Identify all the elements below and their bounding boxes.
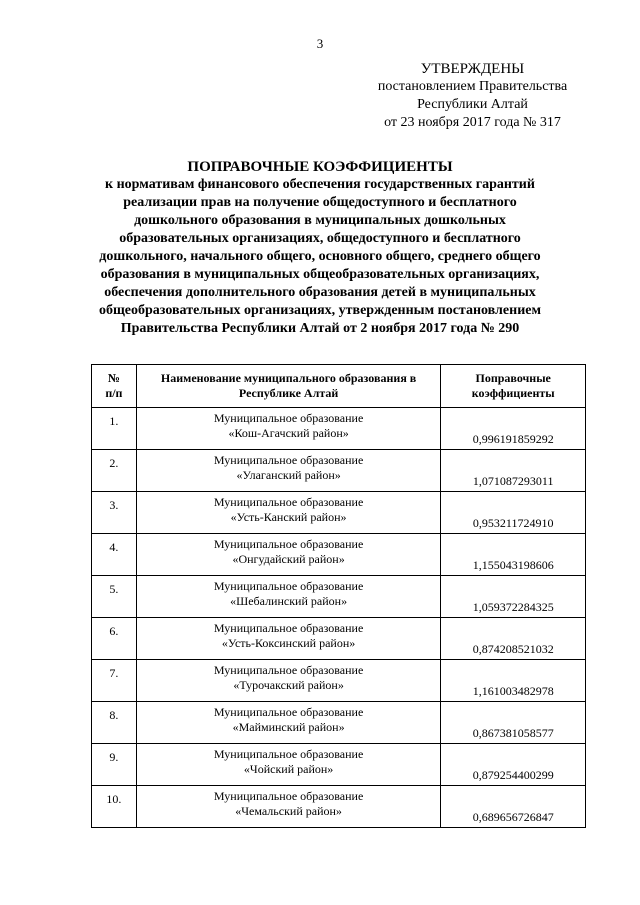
header-name-line-1: Наименование муниципального образования в <box>160 371 417 385</box>
row-name <box>136 702 441 744</box>
title-line: к нормативам финансового обеспечения государственных гарантий <box>105 177 535 192</box>
row-number: 9. <box>92 744 137 786</box>
row-name-line-2: «Кош-Агачский район» <box>228 426 349 440</box>
row-number: 3. <box>92 492 137 534</box>
header-number-line-2: п/п <box>105 386 123 400</box>
approval-heading: УТВЕРЖДЕНЫ <box>420 61 525 77</box>
row-name-line-2: «Онгудайский район» <box>232 552 345 566</box>
row-name-line-1: Муниципальное образование <box>213 453 364 467</box>
row-coefficient: 1,071087293011 <box>441 450 586 492</box>
row-name <box>136 660 441 702</box>
row-coefficient: 0,867381058577 <box>441 702 586 744</box>
table-row <box>92 534 586 576</box>
row-name-line-1: Муниципальное образование <box>213 789 364 803</box>
row-number: 10. <box>92 786 137 828</box>
row-name-line-2: «Улаганский район» <box>236 468 341 482</box>
table-row <box>92 660 586 702</box>
row-name-line-1: Муниципальное образование <box>213 663 364 677</box>
approval-line-2: Республики Алтай <box>417 97 528 112</box>
approval-stamp <box>360 60 585 132</box>
row-coefficient: 0,879254400299 <box>441 744 586 786</box>
row-number: 7. <box>92 660 137 702</box>
header-value-line-1: Поправочные <box>475 371 551 385</box>
row-coefficient: 1,059372284325 <box>441 576 586 618</box>
approval-line-1: постановлением Правительства <box>377 79 568 94</box>
title-line: образования в муниципальных общеобразовательных организациях, <box>100 267 540 282</box>
title-heading: ПОПРАВОЧНЫЕ КОЭФФИЦИЕНТЫ <box>187 159 453 175</box>
row-number: 8. <box>92 702 137 744</box>
row-coefficient: 1,155043198606 <box>441 534 586 576</box>
title-line: дошкольного образования в муниципальных дошкольных <box>134 213 506 228</box>
row-coefficient: 0,874208521032 <box>441 618 586 660</box>
row-name-line-1: Муниципальное образование <box>213 411 364 425</box>
title-line: образовательных организациях, общедоступного и бесплатного <box>119 231 521 246</box>
row-coefficient: 0,953211724910 <box>441 492 586 534</box>
row-name-line-1: Муниципальное образование <box>213 579 364 593</box>
row-name-line-1: Муниципальное образование <box>213 705 364 719</box>
table-header-row <box>92 365 586 408</box>
row-name <box>136 744 441 786</box>
row-coefficient: 0,996191859292 <box>441 408 586 450</box>
row-name <box>136 576 441 618</box>
header-number <box>92 365 137 408</box>
row-coefficient: 1,161003482978 <box>441 660 586 702</box>
row-name <box>136 534 441 576</box>
table-row <box>92 744 586 786</box>
page-number: 3 <box>316 36 324 51</box>
row-name-line-2: «Шебалинский район» <box>230 594 348 608</box>
table-row <box>92 576 586 618</box>
table-row <box>92 450 586 492</box>
header-name <box>136 365 441 408</box>
coefficients-table <box>91 364 586 828</box>
header-value-line-2: коэффициенты <box>471 386 555 400</box>
approval-line-3: от 23 ноября 2017 года № 317 <box>384 115 561 130</box>
row-name-line-2: «Майминский район» <box>232 720 345 734</box>
table-row <box>92 408 586 450</box>
row-name <box>136 618 441 660</box>
row-number: 4. <box>92 534 137 576</box>
row-name <box>136 492 441 534</box>
title-line: Правительства Республики Алтай от 2 ноября 2017 года № 290 <box>120 321 520 336</box>
row-name <box>136 786 441 828</box>
row-number: 5. <box>92 576 137 618</box>
title-line: реализации прав на получение общедоступного и бесплатного <box>123 195 517 210</box>
row-name-line-1: Муниципальное образование <box>213 495 364 509</box>
row-name <box>136 408 441 450</box>
title-line: дошкольного, начального общего, основного общего, среднего общего <box>99 249 541 264</box>
row-name-line-1: Муниципальное образование <box>213 537 364 551</box>
table-row <box>92 618 586 660</box>
title-line: общеобразовательных организациях, утвержденным постановлением <box>98 303 542 318</box>
row-name-line-1: Муниципальное образование <box>213 621 364 635</box>
row-number: 1. <box>92 408 137 450</box>
document-title <box>40 158 600 338</box>
header-value <box>441 365 586 408</box>
row-name-line-2: «Чойский район» <box>243 762 334 776</box>
title-line: обеспечения дополнительного образования детей в муниципальных <box>104 285 536 300</box>
row-coefficient: 0,689656726847 <box>441 786 586 828</box>
row-name-line-2: «Турочакский район» <box>233 678 344 692</box>
row-name-line-2: «Усть-Канский район» <box>230 510 347 524</box>
table-row <box>92 702 586 744</box>
table-row <box>92 786 586 828</box>
row-name <box>136 450 441 492</box>
row-name-line-1: Муниципальное образование <box>213 747 364 761</box>
row-name-line-2: «Чемальский район» <box>235 804 342 818</box>
header-number-line-1: № <box>107 371 120 385</box>
row-name-line-2: «Усть-Коксинский район» <box>221 636 356 650</box>
row-number: 6. <box>92 618 137 660</box>
row-number: 2. <box>92 450 137 492</box>
header-name-line-2: Республике Алтай <box>238 386 339 400</box>
table-row <box>92 492 586 534</box>
